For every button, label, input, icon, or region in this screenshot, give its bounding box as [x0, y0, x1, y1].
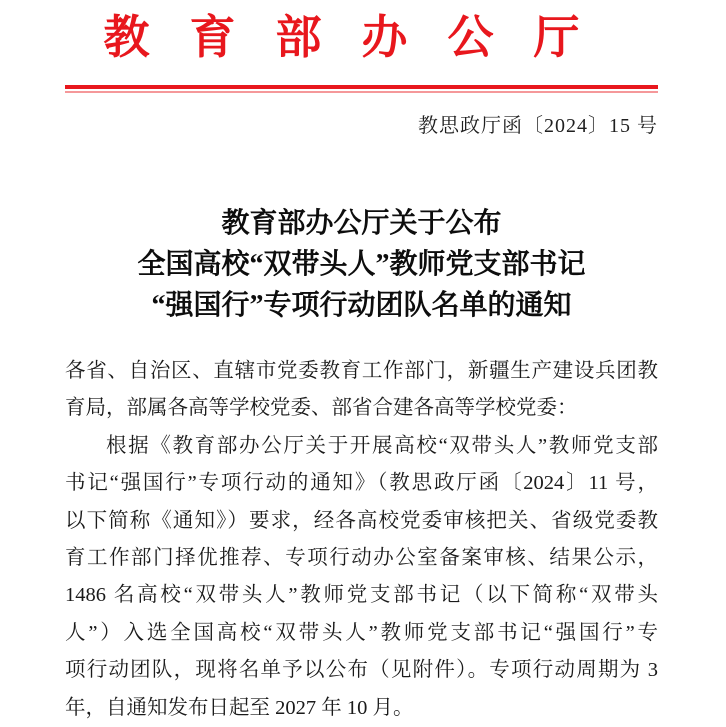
document-title: [65, 203, 658, 326]
text-line: 各省、自治区、直辖市党委教育工作部门，新疆生产建设兵团教: [65, 360, 658, 382]
header-divider: [65, 85, 658, 93]
divider-thin-line: [65, 91, 658, 93]
salutation-paragraph: [65, 353, 658, 428]
text-line: 以下简称《通知》）要求，经各高校党委审核把关、省级党委教: [65, 509, 658, 532]
title-line: 全国高校“双带头人”教师党支部书记: [137, 249, 586, 280]
text-line: 1486 名高校“双带头人”教师党支部书记（以下简称“双带头: [65, 584, 658, 607]
agency-letterhead: 教育部办公厅: [103, 12, 620, 63]
text-line: 年，自通知发布日起至 2027 年 10 月。: [65, 696, 414, 719]
text-line: 人”）入选全国高校“双带头人”教师党支部书记“强国行”专: [65, 621, 658, 644]
text-line: 育工作部门择优推荐、专项行动办公室备案审核、结果公示，: [65, 547, 658, 570]
document-body: [65, 353, 658, 727]
title-line: “强国行”专项行动团队名单的通知: [151, 290, 572, 321]
text-line: 根据《教育部办公厅关于开展高校“双带头人”教师党支部: [106, 434, 658, 457]
text-line: 育局，部属各高等学校党委、部省合建各高等学校党委：: [65, 397, 578, 420]
title-line: 教育部办公厅关于公布: [221, 208, 502, 239]
text-line: 项行动团队，现将名单予以公布（见附件）。专项行动周期为 3: [65, 659, 658, 682]
document-number: 教思政厅函〔2024〕15 号: [418, 115, 658, 137]
main-paragraph: [65, 428, 658, 727]
divider-thick-line: [65, 85, 658, 89]
text-line: 书记“强国行”专项行动的通知》（教思政厅函〔2024〕11 号，: [65, 472, 658, 495]
